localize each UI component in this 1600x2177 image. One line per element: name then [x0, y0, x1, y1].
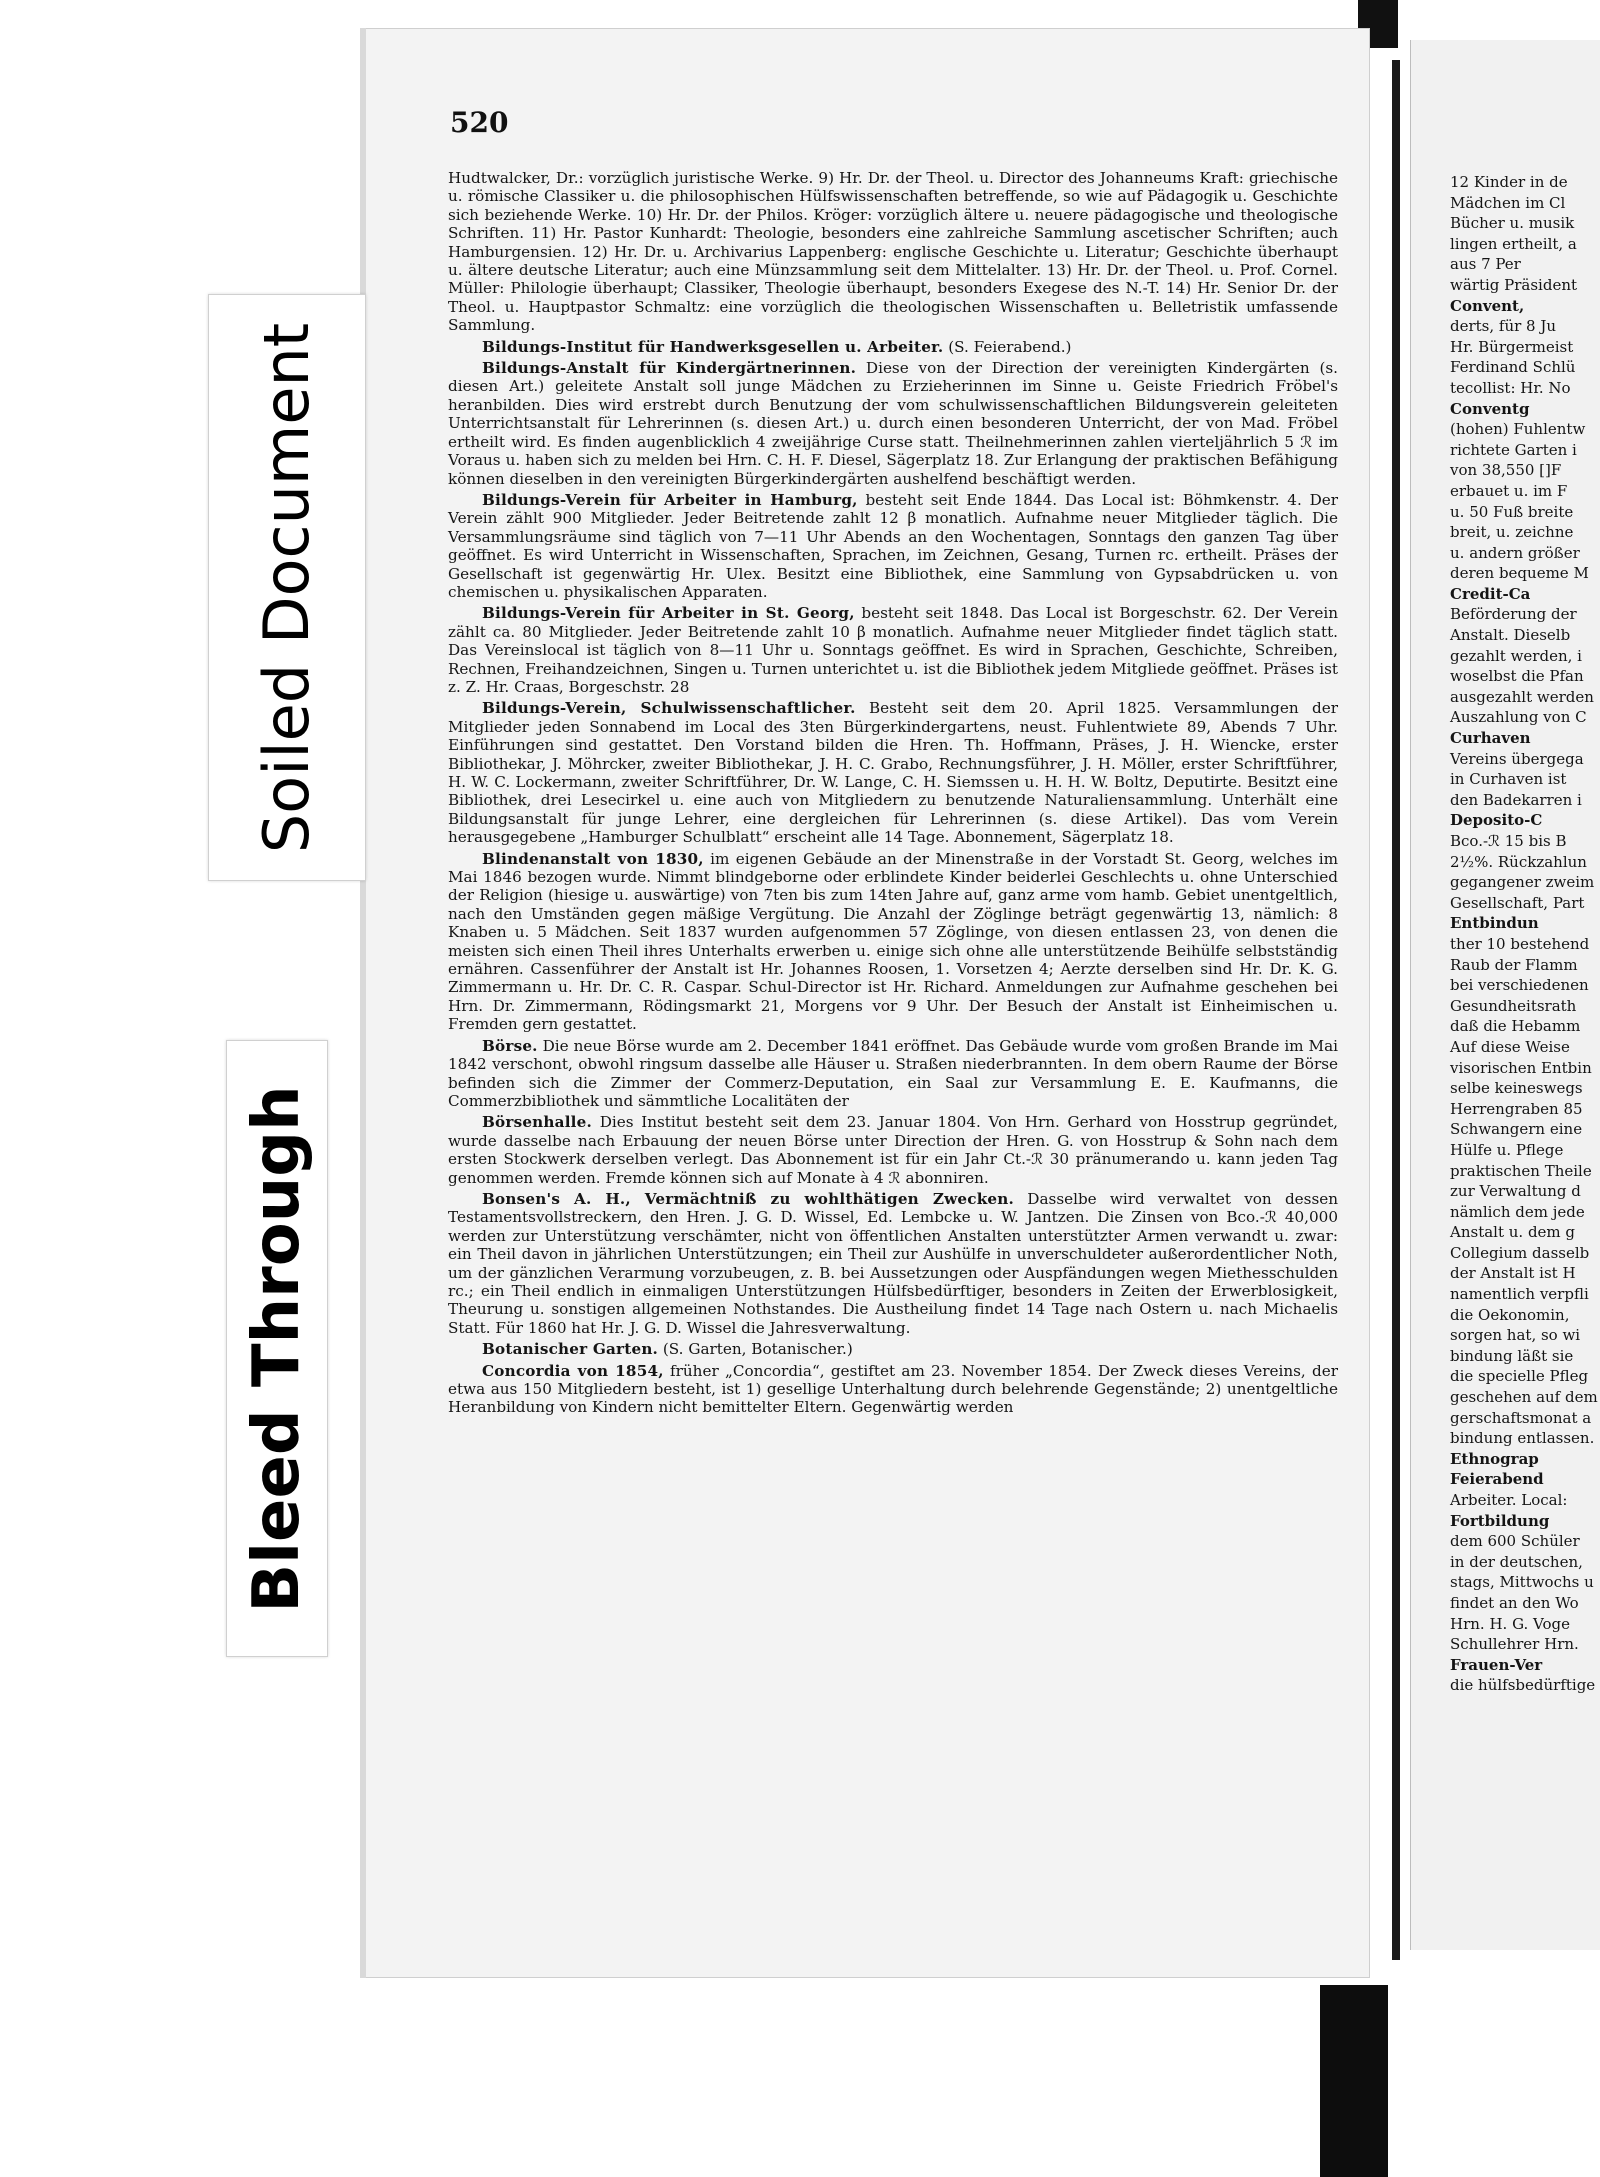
adjacent-page-line: Bücher u. musik — [1450, 214, 1575, 233]
adjacent-page-line: woselbst die Pfan — [1450, 667, 1584, 686]
adjacent-page-line: deren bequeme M — [1450, 564, 1589, 583]
adjacent-page-line: Arbeiter. Local: — [1450, 1491, 1568, 1509]
book-spine-shadow — [1392, 60, 1400, 1960]
adjacent-page-line: Feierabend — [1450, 1470, 1544, 1489]
adjacent-page-line: nämlich dem jede — [1450, 1202, 1585, 1221]
entry-text: im eigenen Gebäude an der Minenstraße in der Vorstadt St. Georg, welches im Mai 1846 bezogen wurde. Nimmt blindgeborne oder erblindete Kinder beiderlei Geschlechts u. ohne Unterschied der Religion (hiesige u. auswärtige) von 7ten bis zum 14ten Jahre auf, ganz arme vom hamb. Gebiet unentgeltlich, nach den Umständen gegen mäßige Vergütung. Die Anzahl der Zöglinge beträgt gegenwärtig 13, nämlich: 8 Knaben u. 5 Mädchen. Seit 1837 wurden aufgenommen 57 Zöglinge, von diesen entlassen 23, von denen die meisten sich einen Theil ihres Unterhalts erwerben u. einige sich ohne alle unterstützende Beihülfe selbstständig ernähren. Cassenführer der Anstalt ist Hr. Johannes Roosen, 1. Vorsetzen 4; Aerzte derselben sind Hr. Dr. K. G. Zimmermann u. Hr. Dr. C. R. Caspar. Schul-Director ist Hr. Richard. Anmeldungen zur Aufnahme geschehen bei Hrn. Dr. Zimmermann, Rödingsmarkt 21, Morgens vor 9 Uhr. Der Besuch der Anstalt ist Einheimischen u. Fremden gern gestattet. — [448, 849, 1339, 1034]
directory-entry — [448, 1340, 1338, 1358]
adjacent-page-line: bindung entlassen. — [1450, 1429, 1595, 1448]
entry-text: (S. Garten, Botanischer.) — [662, 1340, 853, 1359]
entry-title: Börsenhalle. — [482, 1113, 592, 1132]
directory-entry — [448, 1037, 1338, 1111]
adjacent-page-line: Anstalt. Dieselb — [1450, 626, 1571, 645]
directory-entry — [448, 1113, 1338, 1187]
entry-title: Bildungs-Anstalt für Kindergärtnerinnen. — [482, 359, 857, 378]
adjacent-page-line: Raub der Flamm — [1450, 955, 1578, 974]
soiled-document-label — [208, 294, 366, 881]
adjacent-page-line: gezahlt werden, i — [1450, 646, 1582, 665]
bleed-through-label-text: Bleed Through — [240, 1084, 314, 1613]
adjacent-page-line: Auf diese Weise — [1450, 1037, 1570, 1056]
adjacent-page-line: bindung läßt sie — [1450, 1346, 1574, 1365]
directory-entry — [448, 1362, 1338, 1417]
adjacent-page-line: Gesellschaft, Part — [1450, 893, 1585, 912]
adjacent-page-line: geschehen auf dem — [1450, 1388, 1598, 1407]
adjacent-page-line: Auszahlung von C — [1450, 708, 1587, 727]
adjacent-page-line: Herrengraben 85 — [1450, 1099, 1583, 1118]
adjacent-page-line: den Badekarren i — [1450, 790, 1582, 809]
adjacent-page-line: u. andern größer — [1450, 543, 1580, 562]
adjacent-page-line: richtete Garten i — [1450, 440, 1577, 459]
entry-text: Diese von der Direction der vereinigten Kindergärten (s. diesen Art.) geleitete Anstalt soll junge Mädchen zu Erzieherinnen im Sinne u. Geiste Friedrich Fröbel's heranbilden. Dies wird erstrebt durch Benutzung der vom schulwissenschaftlichen Bildungsverein geleiteten Unterrichtsanstalt für Lehrerinnen (s. diesen Art.) u. durch einen besonderen Unterricht, der von Mad. Fröbel ertheilt wird. Es finden augenblicklich 4 zweijährige Curse statt. Theilnehmerinnen zahlen vierteljährlich 5 ℛ im Voraus u. haben sich zu melden bei Hrn. C. H. F. Diesel, Sägerplatz 18. Zur Erlangung der praktischen Befähigung können dieselben in den vereinigten Bürgerkindergärten aushelfend beschäftigt werden. — [448, 359, 1338, 488]
continued-paragraph — [448, 169, 1338, 335]
adjacent-page-line: Fortbildung — [1450, 1511, 1550, 1530]
adjacent-page-line: in Curhaven ist — [1450, 770, 1567, 789]
entry-text: Die neue Börse wurde am 2. December 1841 eröffnet. Das Gebäude wurde vom großen Brande im Mai 1842 verschont, obwohl ringsum dasselbe alle Häuser u. Straßen niederbrannten. In dem obern Raume der Börse befinden sich die Zimmer der Commerz-Deputation, ein Saal zur Versammlung E. E. Kaufmanns, die Commerzbibliothek und sämmtliche Localitäten der — [448, 1036, 1338, 1110]
adjacent-page-line: 12 Kinder in de — [1450, 173, 1568, 191]
adjacent-page-line: selbe keineswegs — [1450, 1079, 1583, 1098]
adjacent-page-line: gerschaftsmonat a — [1450, 1408, 1592, 1427]
entry-text: Dasselbe wird verwaltet von dessen Testamentsvollstreckern, den Hren. J. G. D. Wissel, Ed. Lembcke u. W. Jantzen. Die Zinsen von Bco.-ℛ 40,000 werden zur Unterstützung verschämter, nicht von öffentlichen Anstalten unterstützter Armen verwandt u. zwar: ein Theil davon in jährlichen Unterstützungen; ein Theil zur Aushülfe in unverschuldeter außerordentlicher Noth, um der gänzlichen Verarmung vorzubeugen, z. B. bei Aussetzungen oder Auspfändungen wegen Miethesschulden rc.; ein Theil endlich in einmaligen Unterstützungen Hülfsbedürftiger, besonders in Zeiten der Erwerblosigkeit, Theurung u. sonstigen allgemeinen Nothstandes. Die Austheilung findet 14 Tage nach Ostern u. nach Michaelis Statt. Für 1860 hat Hr. J. G. D. Wissel die Jahresverwaltung. — [448, 1189, 1339, 1337]
adjacent-page-line: bei verschiedenen — [1450, 976, 1589, 995]
adjacent-page-line: namentlich verpfli — [1450, 1285, 1589, 1304]
adjacent-page-line: von 38,550 []F — [1450, 461, 1562, 480]
adjacent-page-line: Hülfe u. Pflege — [1450, 1140, 1564, 1159]
directory-entry — [448, 1190, 1338, 1337]
adjacent-page-line: der Anstalt ist H — [1450, 1264, 1576, 1283]
adjacent-page-line: Deposito-C — [1450, 811, 1543, 830]
entry-text: besteht seit Ende 1844. Das Local ist: Böhmkenstr. 4. Der Verein zählt 900 Mitglieder. Jeder Beitretende zahlt 12 β monatlich. Aufnahme neuer Mitglieder täglich. Die Versammlungsräume sind täglich von 7—11 Uhr Abends an den Wochentagen, Sonntags den ganzen Tag über geöffnet. Es wird Unterricht in Wissenschaften, Sprachen, im Zeichnen, Gesang, Turnen rc. ertheilt. Präses der Gesellschaft ist gegenwärtig Hr. Ulex. Besitzt eine Bibliothek, eine Sammlung von Gypsabdrücken u. von chemischen u. physikalischen Apparaten. — [448, 490, 1338, 601]
adjacent-page-line: praktischen Theile — [1450, 1161, 1592, 1180]
directory-entry — [448, 359, 1338, 488]
adjacent-page-line: Hrn. H. G. Voge — [1450, 1614, 1571, 1633]
entry-title: Bildungs-Verein für Arbeiter in Hamburg, — [482, 490, 858, 509]
adjacent-page-line: breit, u. zeichne — [1450, 523, 1574, 542]
adjacent-page-line: 2½%. Rückzahlun — [1450, 852, 1587, 871]
adjacent-page-line: zur Verwaltung d — [1450, 1182, 1581, 1201]
directory-entry — [448, 699, 1338, 846]
adjacent-page-line: u. 50 Fuß breite — [1450, 502, 1574, 521]
adjacent-page-line: Conventg — [1450, 399, 1530, 418]
page-number: 520 — [450, 106, 509, 139]
adjacent-page-line: visorischen Entbin — [1450, 1058, 1592, 1077]
adjacent-page-line: Gesundheitsrath — [1450, 996, 1577, 1015]
adjacent-page-line: tecollist: Hr. No — [1450, 378, 1571, 397]
adjacent-page-line: die hülfsbedürftige — [1450, 1676, 1596, 1695]
entry-title: Blindenanstalt von 1830, — [482, 849, 704, 868]
entry-title: Bildungs-Institut für Handwerksgesellen u. Arbeiter. — [482, 337, 944, 356]
adjacent-page-line: derts, für 8 Ju — [1450, 317, 1557, 336]
adjacent-page-text — [1450, 172, 1600, 1696]
entry-title: Bildungs-Verein für Arbeiter in St. Georg, — [482, 604, 855, 623]
adjacent-page-line: die specielle Pfleg — [1450, 1367, 1589, 1386]
entry-text: Hudtwalcker, Dr.: vorzüglich juristische Werke. 9) Hr. Dr. der Theol. u. Director des Johanneums Kraft: griechische u. römische Classiker u. die philosophischen Hülfswissenschaften betreffende, so wie auf Pädagogik u. Geschichte sich beziehende Werke. 10) Hr. Dr. der Philos. Kröger: vorzüglich ältere u. neuere pädagogische und theologische Schriften. 11) Hr. Pastor Kunhardt: Theologie, besonders eine zahlreiche Sammlung ascetischer Schriften; auch Hamburgensien. 12) Hr. Dr. u. Archivarius Lappenberg: englische Geschichte u. Literatur; Geschichte überhaupt u. ältere deutsche Literatur; auch eine Münzsammlung seit dem Mittelalter. 13) Hr. Dr. der Theol. u. Prof. Cornel. Müller: Philologie überhaupt; Classiker, Theologie überhaupt, besonders Exegese des N.-T. 14) Hr. Senior Dr. der Theol. u. Hauptpastor Schmaltz: eine vorzüglich die theologischen Wissenschaften u. Belletristik umfassende Sammlung. — [448, 169, 1338, 335]
document-page — [360, 28, 1370, 1978]
adjacent-page-line: Beförderung der — [1450, 605, 1577, 624]
adjacent-page-line: sorgen hat, so wi — [1450, 1326, 1581, 1345]
adjacent-page-line: Collegium dasselb — [1450, 1243, 1590, 1262]
adjacent-page-line: die Oekonomin, — [1450, 1305, 1570, 1324]
adjacent-page-line: dem 600 Schüler — [1450, 1532, 1580, 1551]
adjacent-page-line: ther 10 bestehend — [1450, 934, 1590, 953]
entry-text: Dies Institut besteht seit dem 23. Januar 1804. Von Hrn. Gerhard von Hosstrup gegründet, wurde dasselbe nach Erbauung der neuen Börse unter Direction der Hren. G. von Hosstrup & Sohn nach dem ersten Stockwerk derselben verlegt. Das Abonnement ist für ein Jahr Ct.-ℛ 30 pränumerando u. kann jeden Tag genommen werden. Fremde können sich auf Monate à 4 ℛ abonniren. — [448, 1113, 1338, 1187]
adjacent-page-line: wärtig Präsident — [1450, 275, 1578, 294]
adjacent-page-line: gegangener zweim — [1450, 873, 1595, 892]
entry-text: besteht seit 1848. Das Local ist Borgeschstr. 62. Der Verein zählt ca. 80 Mitglieder. Jeder Beitretende zahlt 10 β monatlich. Aufnahme neuer Mitglieder findet täglich statt. Das Vereinslocal ist täglich von 8—11 Uhr u. Sonntags geöffnet. Es wird in Sprachen, Geschichte, Schreiben, Rechnen, Freihandzeichnen, Singen u. Turnen unterichtet u. ist die Bibliothek jedem Mitgliede geöffnet. Präses ist z. Z. Hr. Craas, Borgeschstr. 28 — [448, 604, 1338, 696]
adjacent-page-line: stags, Mittwochs u — [1450, 1573, 1594, 1592]
adjacent-page-line: Schullehrer Hrn. — [1450, 1635, 1579, 1654]
adjacent-page-line: Vereins übergega — [1450, 749, 1584, 768]
adjacent-page-line: Entbindun — [1450, 914, 1539, 933]
entry-title: Concordia von 1854, — [482, 1361, 664, 1380]
adjacent-page-line: aus 7 Per — [1450, 255, 1521, 274]
adjacent-page-line: lingen ertheilt, a — [1450, 234, 1577, 253]
bleed-through-label — [226, 1040, 328, 1657]
entry-text: Besteht seit dem 20. April 1825. Versammlungen der Mitglieder jeden Sonnabend im Local des 3ten Bürgerkindergartens, neust. Fuhlentwiete 89, Abends 7 Uhr. Einführungen sind gestattet. Den Vorstand bilden die Hren. Th. Hoffmann, Präses, J. H. Wiencke, erster Bibliothekar, J. Möhrcker, zweiter Bibliothekar, J. H. C. Grabo, Rechnungsführer, J. H. Möller, erster Schriftführer, H. W. C. Lockermann, zweiter Schriftführer, Dr. W. Lange, C. H. Siemssen u. H. H. W. Boltz, Deputirte. Besitzt eine Bibliothek, drei Lesecirkel u. eine auch von Mitgliedern zu benutzende Naturaliensammlung. Unterhält eine Bildungsanstalt für junge Lehrer, eine dergleichen für Lehrerinnen (s. diese Artikel). Das vom Verein herausgegebene „Hamburger Schulblatt“ erscheint alle 14 Tage. Abonnement, Sägerplatz 18. — [448, 699, 1338, 847]
directory-entry — [448, 604, 1338, 696]
adjacent-page-line: Credit-Ca — [1450, 584, 1531, 603]
adjacent-page-line: findet an den Wo — [1450, 1593, 1579, 1612]
adjacent-page-line: in der deutschen, — [1450, 1552, 1583, 1571]
entry-title: Börse. — [482, 1036, 538, 1055]
directory-entry — [448, 850, 1338, 1034]
soiled-document-label-text: Soiled Document — [250, 322, 323, 853]
adjacent-page-line: erbauet u. im F — [1450, 481, 1568, 500]
directory-entry — [448, 491, 1338, 601]
adjacent-page-line: Ferdinand Schlü — [1450, 358, 1576, 377]
entry-title: Bildungs-Verein, Schulwissenschaftlicher. — [482, 699, 856, 718]
adjacent-page-line: Schwangern eine — [1450, 1120, 1583, 1139]
entry-text: (S. Feierabend.) — [948, 337, 1072, 356]
entry-title: Botanischer Garten. — [482, 1340, 659, 1359]
adjacent-page-line: (hohen) Fuhlentw — [1450, 420, 1586, 439]
adjacent-page-line: Convent, — [1450, 296, 1525, 315]
adjacent-page-line: Ethnograp — [1450, 1449, 1539, 1468]
adjacent-page-line: Mädchen im Cl — [1450, 193, 1566, 212]
adjacent-page-line: Anstalt u. dem g — [1450, 1223, 1576, 1242]
page-body-text — [448, 166, 1338, 1417]
adjacent-page-line: Bco.-ℛ 15 bis B — [1450, 832, 1567, 850]
entry-text: früher „Concordia“, gestiftet am 23. November 1854. Der Zweck dieses Vereins, der etwa aus 150 Mitgliedern besteht, ist 1) gesellige Unterhaltung durch belehrende Gegenstände; 2) unentgeltliche Heranbildung von Kindern nicht bemittelter Eltern. Gegenwärtig werden — [448, 1361, 1338, 1417]
adjacent-page-line: Frauen-Ver — [1450, 1655, 1543, 1674]
adjacent-page-line: Curhaven — [1450, 729, 1531, 748]
adjacent-page — [1410, 40, 1600, 1950]
entry-title: Bonsen's A. H., Vermächtniß zu wohlthätigen Zwecken. — [482, 1189, 1015, 1208]
adjacent-page-line: daß die Hebamm — [1450, 1017, 1581, 1036]
directory-entry — [448, 338, 1338, 356]
spine-dark-bottom — [1320, 1985, 1388, 2177]
adjacent-page-line: Hr. Bürgermeist — [1450, 337, 1574, 356]
adjacent-page-line: ausgezahlt werden — [1450, 687, 1594, 706]
